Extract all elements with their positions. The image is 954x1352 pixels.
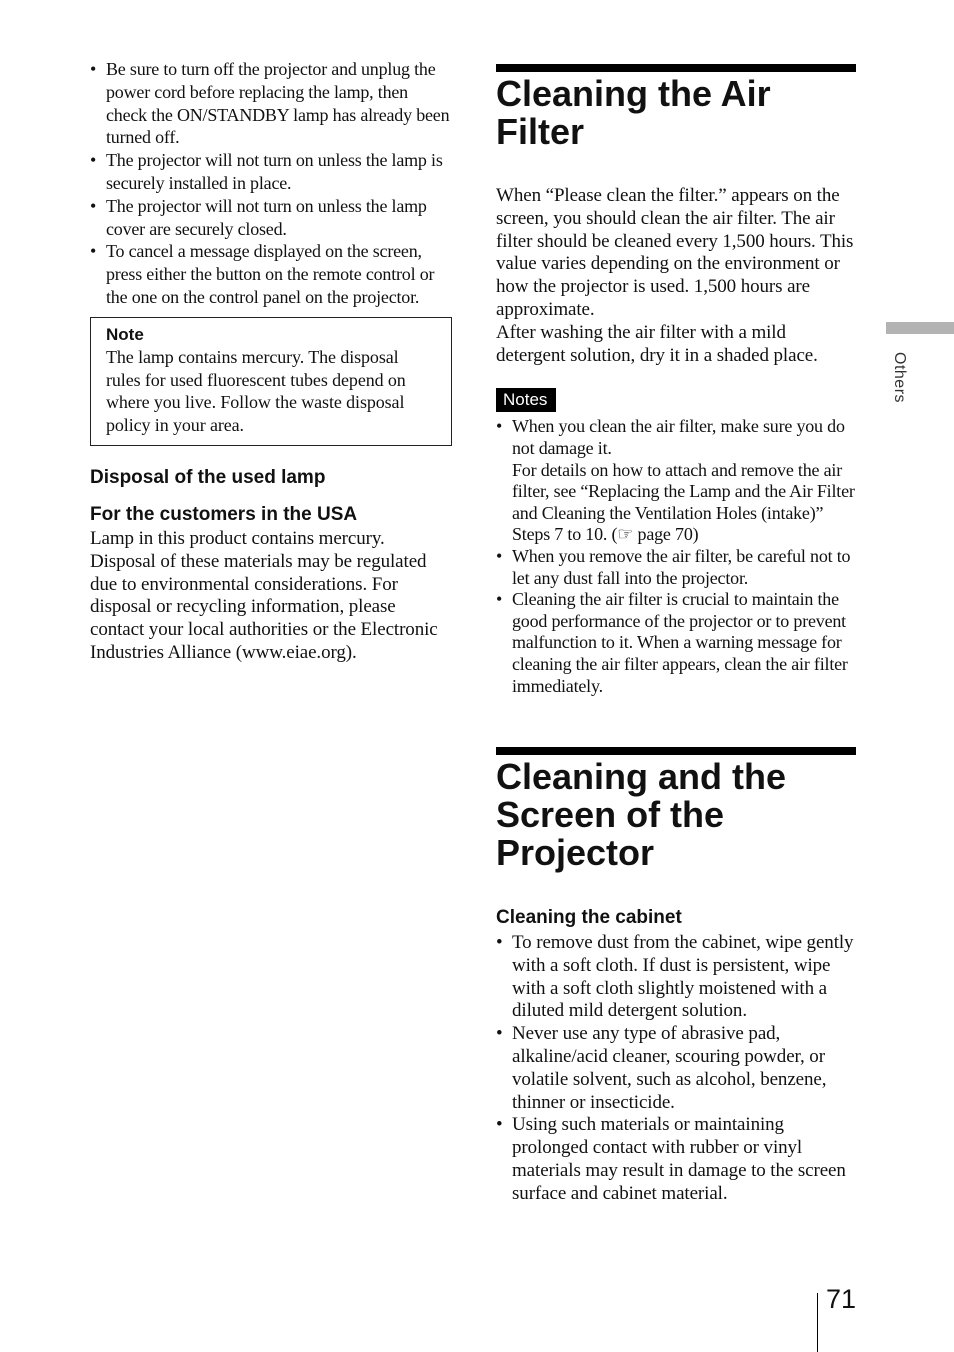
left-column	[90, 58, 452, 665]
note-line: For details on how to attach and remove the air filter, see “Replacing the Lamp and the Air Filter and Cleaning the Ventilation Holes (intake)” Steps 7 to 10. (☞ page 70)	[512, 459, 855, 545]
page-number: 71	[826, 1284, 857, 1314]
list-item: • Be sure to turn off the projector and unplug the power cord before replacing the lamp, then check the ON/STANDBY lamp has already been turned off.	[90, 58, 452, 149]
list-item: • To cancel a message displayed on the screen, press either the button on the remote control or the one on the control panel on the projector.	[90, 240, 452, 308]
list-item: • The projector will not turn on unless the lamp cover are securely closed.	[90, 195, 452, 241]
usa-body: Lamp in this product contains mercury. Disposal of these materials may be regulated due to environmental considerations. For disposal or recycling information, please contact your local authorities or the Electronic Industries Alliance (www.eiae.org).	[90, 527, 438, 663]
air-filter-notes-list	[496, 416, 856, 697]
list-item: • Using such materials or maintaining prolonged contact with rubber or vinyl materials may result in damage to the screen surface and cabinet material.	[496, 1114, 856, 1205]
note-title: Note	[106, 324, 144, 344]
notes-label: Notes	[496, 388, 556, 412]
cabinet-cleaning-list	[496, 932, 856, 1206]
list-item: • To remove dust from the cabinet, wipe gently with a soft cloth. If dust is persistent, wipe with a soft cloth slightly moistened with a diluted mild detergent solution.	[496, 932, 856, 1023]
section-label: Others	[891, 352, 908, 404]
list-item: • The projector will not turn on unless the lamp is securely installed in place.	[90, 149, 452, 195]
notes-section	[496, 388, 856, 697]
right-column	[496, 64, 856, 1206]
list-item: • Never use any type of abrasive pad, alkaline/acid cleaner, scouring powder, or volatile solvent, such as alcohol, benzene, thinner or insecticide.	[496, 1023, 856, 1114]
air-filter-intro: When “Please clean the filter.” appears on the screen, you should clean the air filter. The air filter should be cleaned every 1,500 hours. This value varies depending on the environment or how the projector is used. 1,500 hours are approximate.	[496, 185, 854, 320]
page-number-divider	[817, 1293, 818, 1352]
air-filter-title: Cleaning the Air Filter	[496, 64, 856, 151]
list-item: • When you remove the air filter, be careful not to let any dust fall into the projector.	[496, 546, 856, 589]
disposal-heading: Disposal of the used lamp	[90, 466, 326, 488]
mercury-note-box	[90, 317, 452, 446]
note-body: The lamp contains mercury. The disposal rules for used fluorescent tubes depend on where you live. Follow the waste disposal policy in your area.	[106, 346, 406, 436]
note-line: • When you clean the air filter, make sure you do not damage it.	[512, 416, 845, 458]
cabinet-heading: Cleaning the cabinet	[496, 907, 682, 929]
section-tab-marker	[886, 322, 954, 334]
list-item: • Cleaning the air filter is crucial to maintain the good performance of the projector or to prevent malfunction to it. When a warning message for cleaning the air filter appears, clean the air filter immediately.	[496, 589, 856, 697]
usa-heading: For the customers in the USA	[90, 503, 358, 525]
list-item	[496, 416, 856, 546]
screen-cleaning-title: Cleaning and the Screen of the Projector	[496, 747, 856, 872]
lamp-precautions-list	[90, 58, 452, 309]
air-filter-after: After washing the air filter with a mild detergent solution, dry it in a shaded place.	[496, 321, 818, 366]
